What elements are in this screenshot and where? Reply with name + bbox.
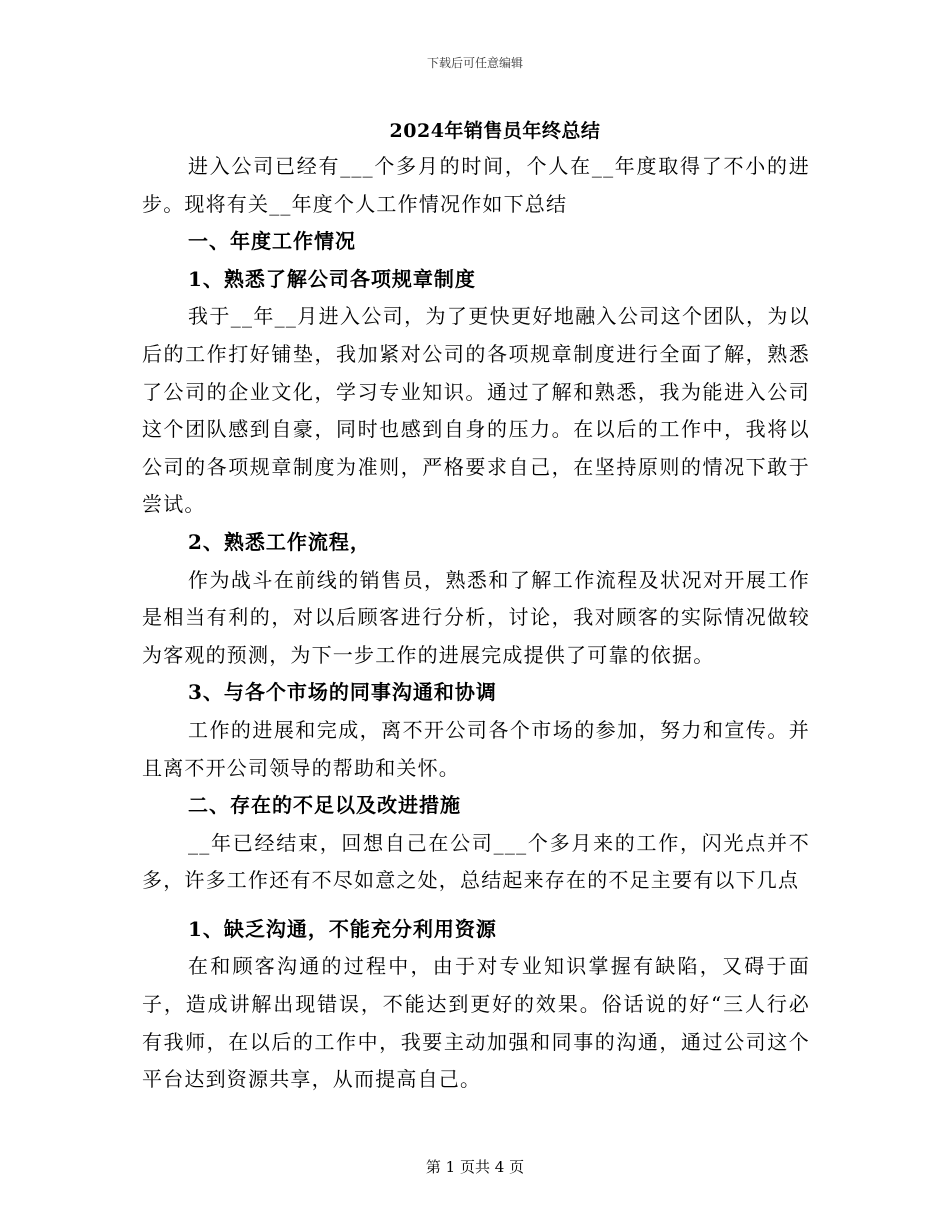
paragraph-lack-communication: 在和顾客沟通的过程中，由于对专业知识掌握有缺陷，又碍于面子，造成讲解出现错误，不能达到更好的效果。俗话说的好“三人行必有我师，在以后的工作中，我要主动加强和同事的沟通，通过公司这个平台达到资源共享，从而提高自己。 [142, 954, 810, 1092]
subheading-regulations: 1、熟悉了解公司各项规章制度 [188, 266, 476, 291]
paragraph-communication: 工作的进展和完成，离不开公司各个市场的参加，努力和宣传。并且离不开公司领导的帮助和关怀。 [142, 717, 810, 780]
subheading-workflow: 2、熟悉工作流程， [188, 529, 371, 554]
spacer [142, 900, 810, 911]
document-body [142, 148, 810, 1099]
subheading-communication: 3、与各个市场的同事沟通和协调 [188, 680, 497, 705]
header-note: 下载后可任意编辑 [426, 56, 523, 70]
section-heading-shortcomings: 二、存在的不足以及改进措施 [188, 793, 461, 818]
paragraph-regulations: 我于__年__月进入公司，为了更快更好地融入公司这个团队，为以后的工作打好铺垫，我加紧对公司的各项规章制度进行全面了解，熟悉了公司的企业文化，学习专业知识。通过了解和熟悉，我为能进入公司这个团队感到自豪，同时也感到自身的压力。在以后的工作中，我将以公司的各项规章制度为准则，严格要求自己，在坚持原则的情况下敢于尝试。 [142, 304, 810, 517]
page-footer: 第 1 页共 4 页 [425, 1158, 525, 1176]
paragraph-workflow: 作为战斗在前线的销售员，熟悉和了解工作流程及状况对开展工作是相当有利的，对以后顾客进行分析，讨论，我对顾客的实际情况做较为客观的预测，为下一步工作的进展完成提供了可靠的依据。 [142, 567, 810, 667]
subheading-lack-communication: 1、缺乏沟通，不能充分利用资源 [188, 916, 497, 941]
document-title: 2024年销售员年终总结 [389, 120, 601, 142]
section-heading-annual-work: 一、年度工作情况 [188, 229, 356, 254]
paragraph-shortcomings: __年已经结束，回想自己在公司___个多月来的工作，闪光点并不多，许多工作还有不尽如意之处，总结起来存在的不足主要有以下几点 [142, 830, 810, 893]
paragraph-intro: 进入公司已经有___个多月的时间，个人在__年度取得了不小的进步。现将有关__年度个人工作情况作如下总结 [142, 154, 810, 216]
